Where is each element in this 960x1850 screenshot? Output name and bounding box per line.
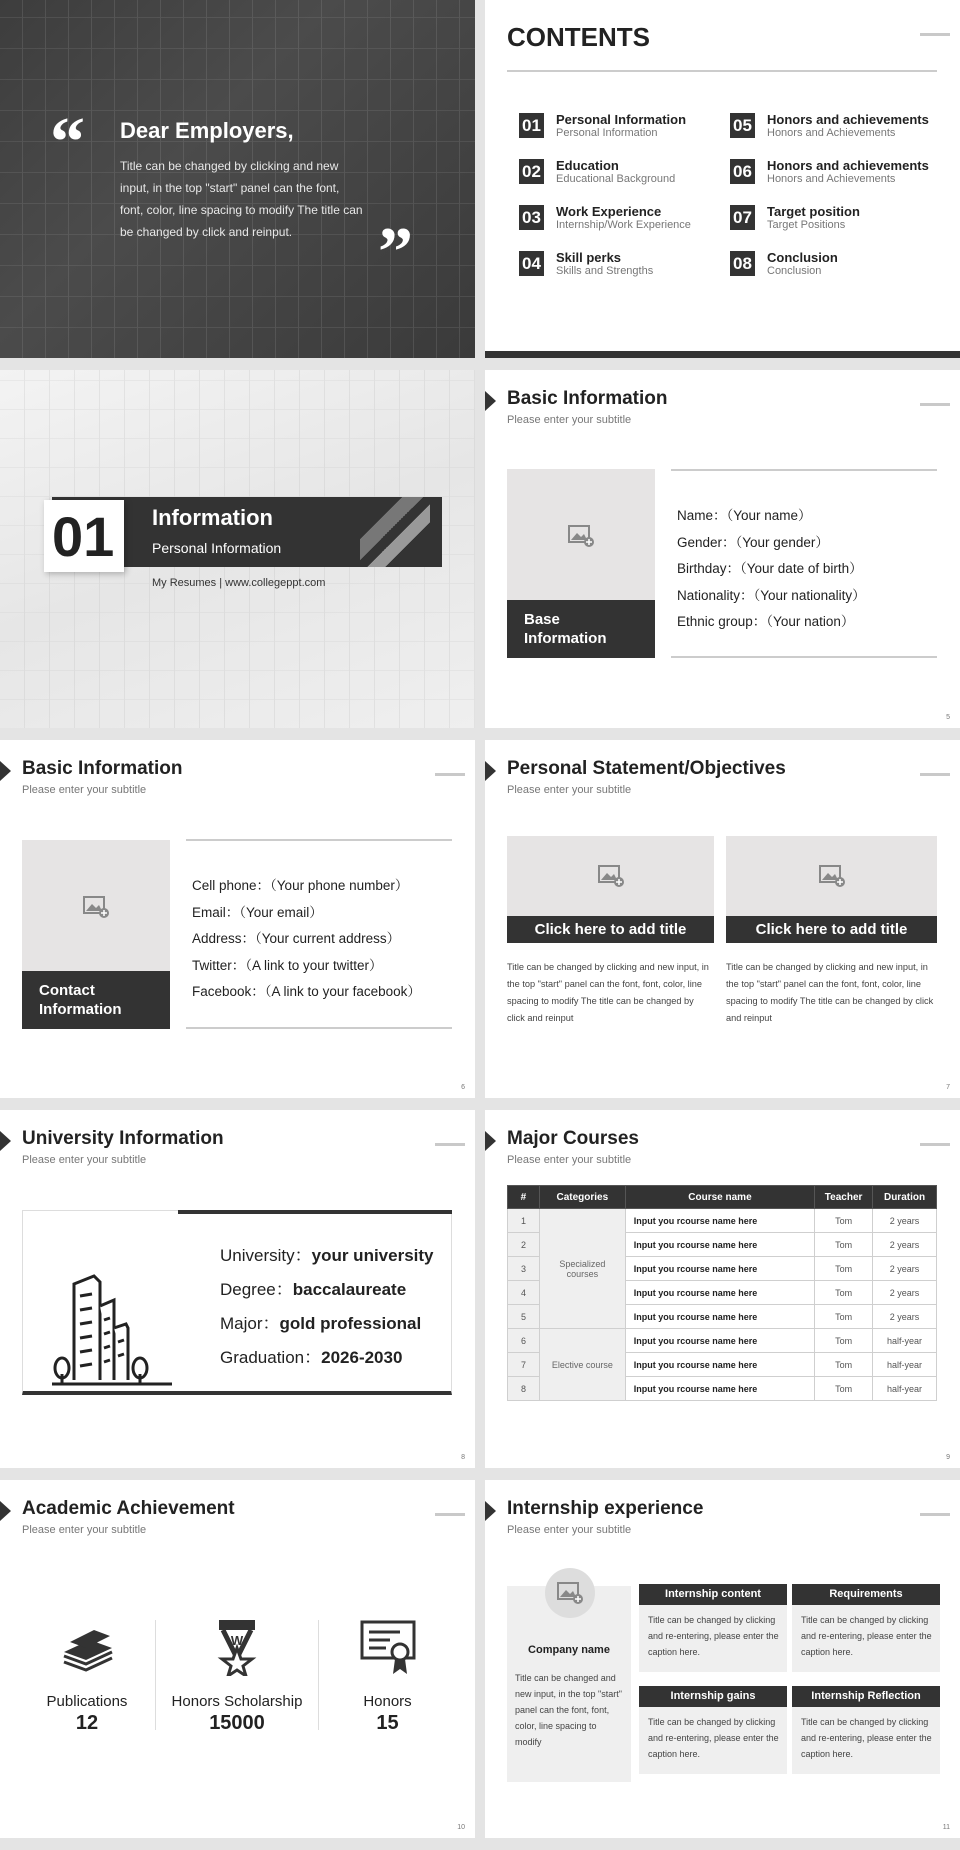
toc-number-badge: 06 <box>730 159 755 184</box>
info-field[interactable]: Email：（Your email） <box>192 904 323 920</box>
card-title-button[interactable]: Click here to add title <box>726 916 937 943</box>
card-title-button[interactable]: Click here to add title <box>507 916 714 943</box>
category-cell: Elective course <box>539 1329 625 1401</box>
stack-books-icon <box>60 1622 116 1677</box>
toc-number-badge: 08 <box>730 251 755 276</box>
university-field[interactable] <box>220 1341 434 1375</box>
box-header: Internship Reflection <box>792 1686 940 1707</box>
duration-cell: 2 years <box>873 1305 937 1329</box>
info-field[interactable]: Gender：（Your gender） <box>677 534 829 550</box>
image-icon <box>557 1582 583 1604</box>
col-header: Course name <box>625 1186 814 1209</box>
table-row <box>508 1209 937 1233</box>
col-header: Categories <box>539 1186 625 1209</box>
table-row <box>508 1329 937 1353</box>
col-header: # <box>508 1186 540 1209</box>
slide-subtitle: Please enter your subtitle <box>22 1154 147 1166</box>
row-number: 8 <box>508 1377 540 1401</box>
row-number: 7 <box>508 1353 540 1377</box>
info-fields <box>677 503 866 636</box>
divider-top <box>671 469 937 471</box>
info-field[interactable]: Cell phone：（Your phone number） <box>192 878 409 893</box>
university-fields <box>220 1239 434 1375</box>
contact-fields <box>192 873 421 1006</box>
info-field[interactable]: Twitter：（A link to your twitter） <box>192 957 383 973</box>
teacher-cell: Tom <box>815 1305 873 1329</box>
image-icon <box>819 865 845 887</box>
toc-item-subtitle: Honors and Achievements <box>767 127 896 139</box>
box-body: Title can be changed by clicking and re-entering, please enter the caption here. <box>648 1717 779 1759</box>
company-name: Company name <box>528 1644 610 1656</box>
page-number: 7 <box>946 1084 950 1091</box>
stat-value: 15 <box>376 1712 399 1734</box>
section-subtitle: Personal Information <box>152 540 282 556</box>
field-value: 2026-2030 <box>321 1348 403 1367</box>
field-key: Degree： <box>220 1280 293 1299</box>
course-name-cell[interactable]: Input you rcourse name here <box>625 1233 814 1257</box>
building-icon <box>52 1262 172 1395</box>
slide-subtitle: Please enter your subtitle <box>22 784 147 796</box>
slide-title: University Information <box>22 1128 224 1149</box>
duration-cell: 2 years <box>873 1281 937 1305</box>
slide-subtitle: Please enter your subtitle <box>507 784 632 796</box>
slide-dear-employers[interactable] <box>0 0 475 358</box>
section-footer: My Resumes | www.collegeppt.com <box>152 577 326 589</box>
image-placeholder[interactable] <box>22 840 170 973</box>
teacher-cell: Tom <box>815 1329 873 1353</box>
toc-item-title[interactable]: Honors and achievements <box>767 112 929 127</box>
stat-label: Honors <box>363 1693 412 1710</box>
university-field[interactable] <box>220 1307 434 1341</box>
section-number: 01 <box>52 505 115 568</box>
page-number: 6 <box>461 1084 465 1091</box>
course-name-cell[interactable]: Input you rcourse name here <box>625 1329 814 1353</box>
title-arrow-icon <box>485 1501 496 1521</box>
banner-stripes <box>360 497 430 567</box>
box-body: Title can be changed by clicking and re-entering, please enter the caption here. <box>801 1717 932 1759</box>
toc-number-badge: 05 <box>730 113 755 138</box>
toc-item-title[interactable]: Personal Information <box>556 112 687 127</box>
image-icon <box>598 865 624 887</box>
stat-value: 12 <box>75 1712 99 1734</box>
toc-item-title[interactable]: Skill perks <box>556 250 622 265</box>
field-value: gold professional <box>279 1314 422 1333</box>
stat-divider <box>155 1620 156 1730</box>
info-field[interactable]: Name：（Your name） <box>677 508 812 523</box>
company-body: Title can be changed and new input, in the top "start" panel can the font, font, color, line spacing to modify <box>515 1673 622 1747</box>
svg-text:W: W <box>230 1633 244 1648</box>
bottom-bar <box>485 351 960 358</box>
card-body: Title can be changed by clicking and new input, in the top "start" panel can the font, font, color, line spacing to modify The title can be changed by click and reinput <box>726 962 934 1023</box>
box-body: Title can be changed by clicking and re-entering, please enter the caption here. <box>648 1615 779 1657</box>
teacher-cell: Tom <box>815 1233 873 1257</box>
duration-cell: half-year <box>873 1377 937 1401</box>
award-ribbon-icon <box>217 1618 257 1681</box>
teacher-cell: Tom <box>815 1209 873 1233</box>
page-number: 8 <box>461 1454 465 1461</box>
toc-item-subtitle: Internship/Work Experience <box>556 219 691 231</box>
close-quote-icon: ” <box>378 214 413 291</box>
slide-contents[interactable] <box>485 0 960 358</box>
university-field[interactable] <box>220 1239 434 1273</box>
toc-number-badge: 07 <box>730 205 755 230</box>
course-name-cell[interactable]: Input you rcourse name here <box>625 1281 814 1305</box>
toc-number-badge: 01 <box>519 113 544 138</box>
field-key: University： <box>220 1246 312 1265</box>
table-body <box>508 1209 937 1401</box>
internship-reflection-box <box>792 1686 940 1774</box>
course-name-cell[interactable]: Input you rcourse name here <box>625 1377 814 1401</box>
teacher-cell: Tom <box>815 1281 873 1305</box>
open-quote-icon: “ <box>50 104 85 181</box>
slide-personal-statement[interactable] <box>485 740 960 1098</box>
slide-title: Basic Information <box>507 388 668 409</box>
row-number: 6 <box>508 1329 540 1353</box>
toc-item-title[interactable]: Work Experience <box>556 204 662 219</box>
row-number: 4 <box>508 1281 540 1305</box>
stat-divider <box>318 1620 319 1730</box>
slide-section-information[interactable] <box>0 370 475 728</box>
slide-title: Major Courses <box>507 1128 639 1149</box>
slide-academic-achievement[interactable] <box>0 1480 475 1838</box>
card-top-bar <box>178 1210 452 1214</box>
certificate-icon <box>360 1620 416 1681</box>
toc-item-title[interactable]: Conclusion <box>767 250 838 265</box>
col-header: Teacher <box>815 1186 873 1209</box>
stat-label: Publications <box>46 1693 128 1710</box>
title-arrow-icon <box>485 391 496 411</box>
info-field[interactable]: Address：（Your current address） <box>192 931 401 946</box>
requirements-box <box>792 1584 940 1672</box>
info-field[interactable]: Nationality：（Your nationality） <box>677 587 866 603</box>
image-placeholder[interactable] <box>507 469 655 602</box>
courses-table <box>507 1185 937 1401</box>
page-number: 5 <box>946 714 950 721</box>
field-value: your university <box>311 1246 434 1265</box>
toc-item-subtitle: Personal Information <box>556 127 658 139</box>
toc-item-subtitle: Target Positions <box>767 219 846 231</box>
table-header-row <box>508 1186 937 1209</box>
image-placeholder[interactable] <box>726 836 937 916</box>
image-placeholder[interactable] <box>507 836 714 916</box>
info-field[interactable]: Birthday：（Your date of birth） <box>677 561 863 576</box>
slide-subtitle: Please enter your subtitle <box>507 1524 632 1536</box>
toc-item-subtitle: Honors and Achievements <box>767 173 896 185</box>
teacher-cell: Tom <box>815 1377 873 1401</box>
section-title: Information <box>152 505 273 530</box>
slide-subtitle: Please enter your subtitle <box>22 1524 147 1536</box>
slide-contact-information[interactable] <box>0 740 475 1098</box>
slide-subtitle: Please enter your subtitle <box>507 1154 632 1166</box>
divider-bottom <box>671 656 937 658</box>
slide-university-information[interactable] <box>0 1110 475 1468</box>
teacher-cell: Tom <box>815 1257 873 1281</box>
card-body: Title can be changed by clicking and new input, in the top "start" panel can the font, font, color, line spacing to modify The title can be changed by click and reinput <box>507 962 709 1023</box>
company-logo-placeholder[interactable] <box>545 1568 595 1618</box>
slide-title: Academic Achievement <box>22 1498 235 1519</box>
toc-item-title[interactable]: Target position <box>767 204 860 219</box>
divider <box>507 70 937 72</box>
title-arrow-icon <box>0 761 11 781</box>
contents-title: CONTENTS <box>507 22 650 52</box>
course-name-cell[interactable]: Input you rcourse name here <box>625 1305 814 1329</box>
slide-basic-information[interactable] <box>485 370 960 728</box>
course-name-cell[interactable]: Input you rcourse name here <box>625 1209 814 1233</box>
duration-cell: 2 years <box>873 1257 937 1281</box>
category-cell: Specialized courses <box>539 1209 625 1329</box>
row-number: 5 <box>508 1305 540 1329</box>
image-label: Contact Information <box>22 971 170 1029</box>
stat-label: Honors Scholarship <box>171 1693 303 1710</box>
slide-body: Title can be changed by clicking and new input, in the top "start" panel can the font, font, color, line spacing to modify The title can be changed by click and reinput. <box>120 159 363 239</box>
toc-number-badge: 03 <box>519 205 544 230</box>
title-arrow-icon <box>0 1501 11 1521</box>
divider-top <box>186 839 452 841</box>
duration-cell: half-year <box>873 1329 937 1353</box>
duration-cell: 2 years <box>873 1209 937 1233</box>
image-icon <box>83 896 109 918</box>
university-field[interactable] <box>220 1273 434 1307</box>
toc-item-subtitle: Skills and Strengths <box>556 265 654 277</box>
field-value: baccalaureate <box>292 1280 407 1299</box>
toc-item-subtitle: Educational Background <box>556 173 676 185</box>
stat-value: 15000 <box>209 1712 265 1734</box>
toc-item-title[interactable]: Honors and achievements <box>767 158 929 173</box>
slide-internship-experience[interactable] <box>485 1480 960 1838</box>
title-arrow-icon <box>0 1131 11 1151</box>
slide-subtitle: Please enter your subtitle <box>507 414 632 426</box>
internship-gains-box <box>639 1686 787 1774</box>
slide-title: Dear Employers, <box>120 118 294 143</box>
slide-title: Internship experience <box>507 1498 704 1519</box>
info-field[interactable]: Facebook：（A link to your facebook） <box>192 984 421 999</box>
info-field[interactable]: Ethnic group：（Your nation） <box>677 614 855 629</box>
image-icon <box>568 525 594 547</box>
slide-major-courses[interactable] <box>485 1110 960 1468</box>
box-header: Internship content <box>639 1584 787 1605</box>
page-number: 9 <box>946 1454 950 1461</box>
col-header: Duration <box>873 1186 937 1209</box>
row-number: 2 <box>508 1233 540 1257</box>
title-arrow-icon <box>485 1131 496 1151</box>
duration-cell: 2 years <box>873 1233 937 1257</box>
page-number: 10 <box>457 1824 465 1831</box>
slide-title: Basic Information <box>22 758 183 779</box>
course-name-cell[interactable]: Input you rcourse name here <box>625 1353 814 1377</box>
box-header: Requirements <box>792 1584 940 1605</box>
toc-number-badge: 02 <box>519 159 544 184</box>
divider-bottom <box>186 1027 452 1029</box>
duration-cell: half-year <box>873 1353 937 1377</box>
toc-number-badge: 04 <box>519 251 544 276</box>
toc-item-title[interactable]: Education <box>556 158 619 173</box>
field-key: Graduation： <box>220 1348 322 1367</box>
page-number: 11 <box>942 1824 950 1831</box>
box-header: Internship gains <box>639 1686 787 1707</box>
internship-content-box <box>639 1584 787 1672</box>
row-number: 1 <box>508 1209 540 1233</box>
row-number: 3 <box>508 1257 540 1281</box>
teacher-cell: Tom <box>815 1353 873 1377</box>
toc-item-subtitle: Conclusion <box>767 265 822 277</box>
course-name-cell[interactable]: Input you rcourse name here <box>625 1257 814 1281</box>
title-arrow-icon <box>485 761 496 781</box>
slide-title: Personal Statement/Objectives <box>507 758 786 779</box>
image-label: Base Information <box>507 600 655 658</box>
field-key: Major： <box>220 1314 280 1333</box>
box-body: Title can be changed by clicking and re-entering, please enter the caption here. <box>801 1615 932 1657</box>
